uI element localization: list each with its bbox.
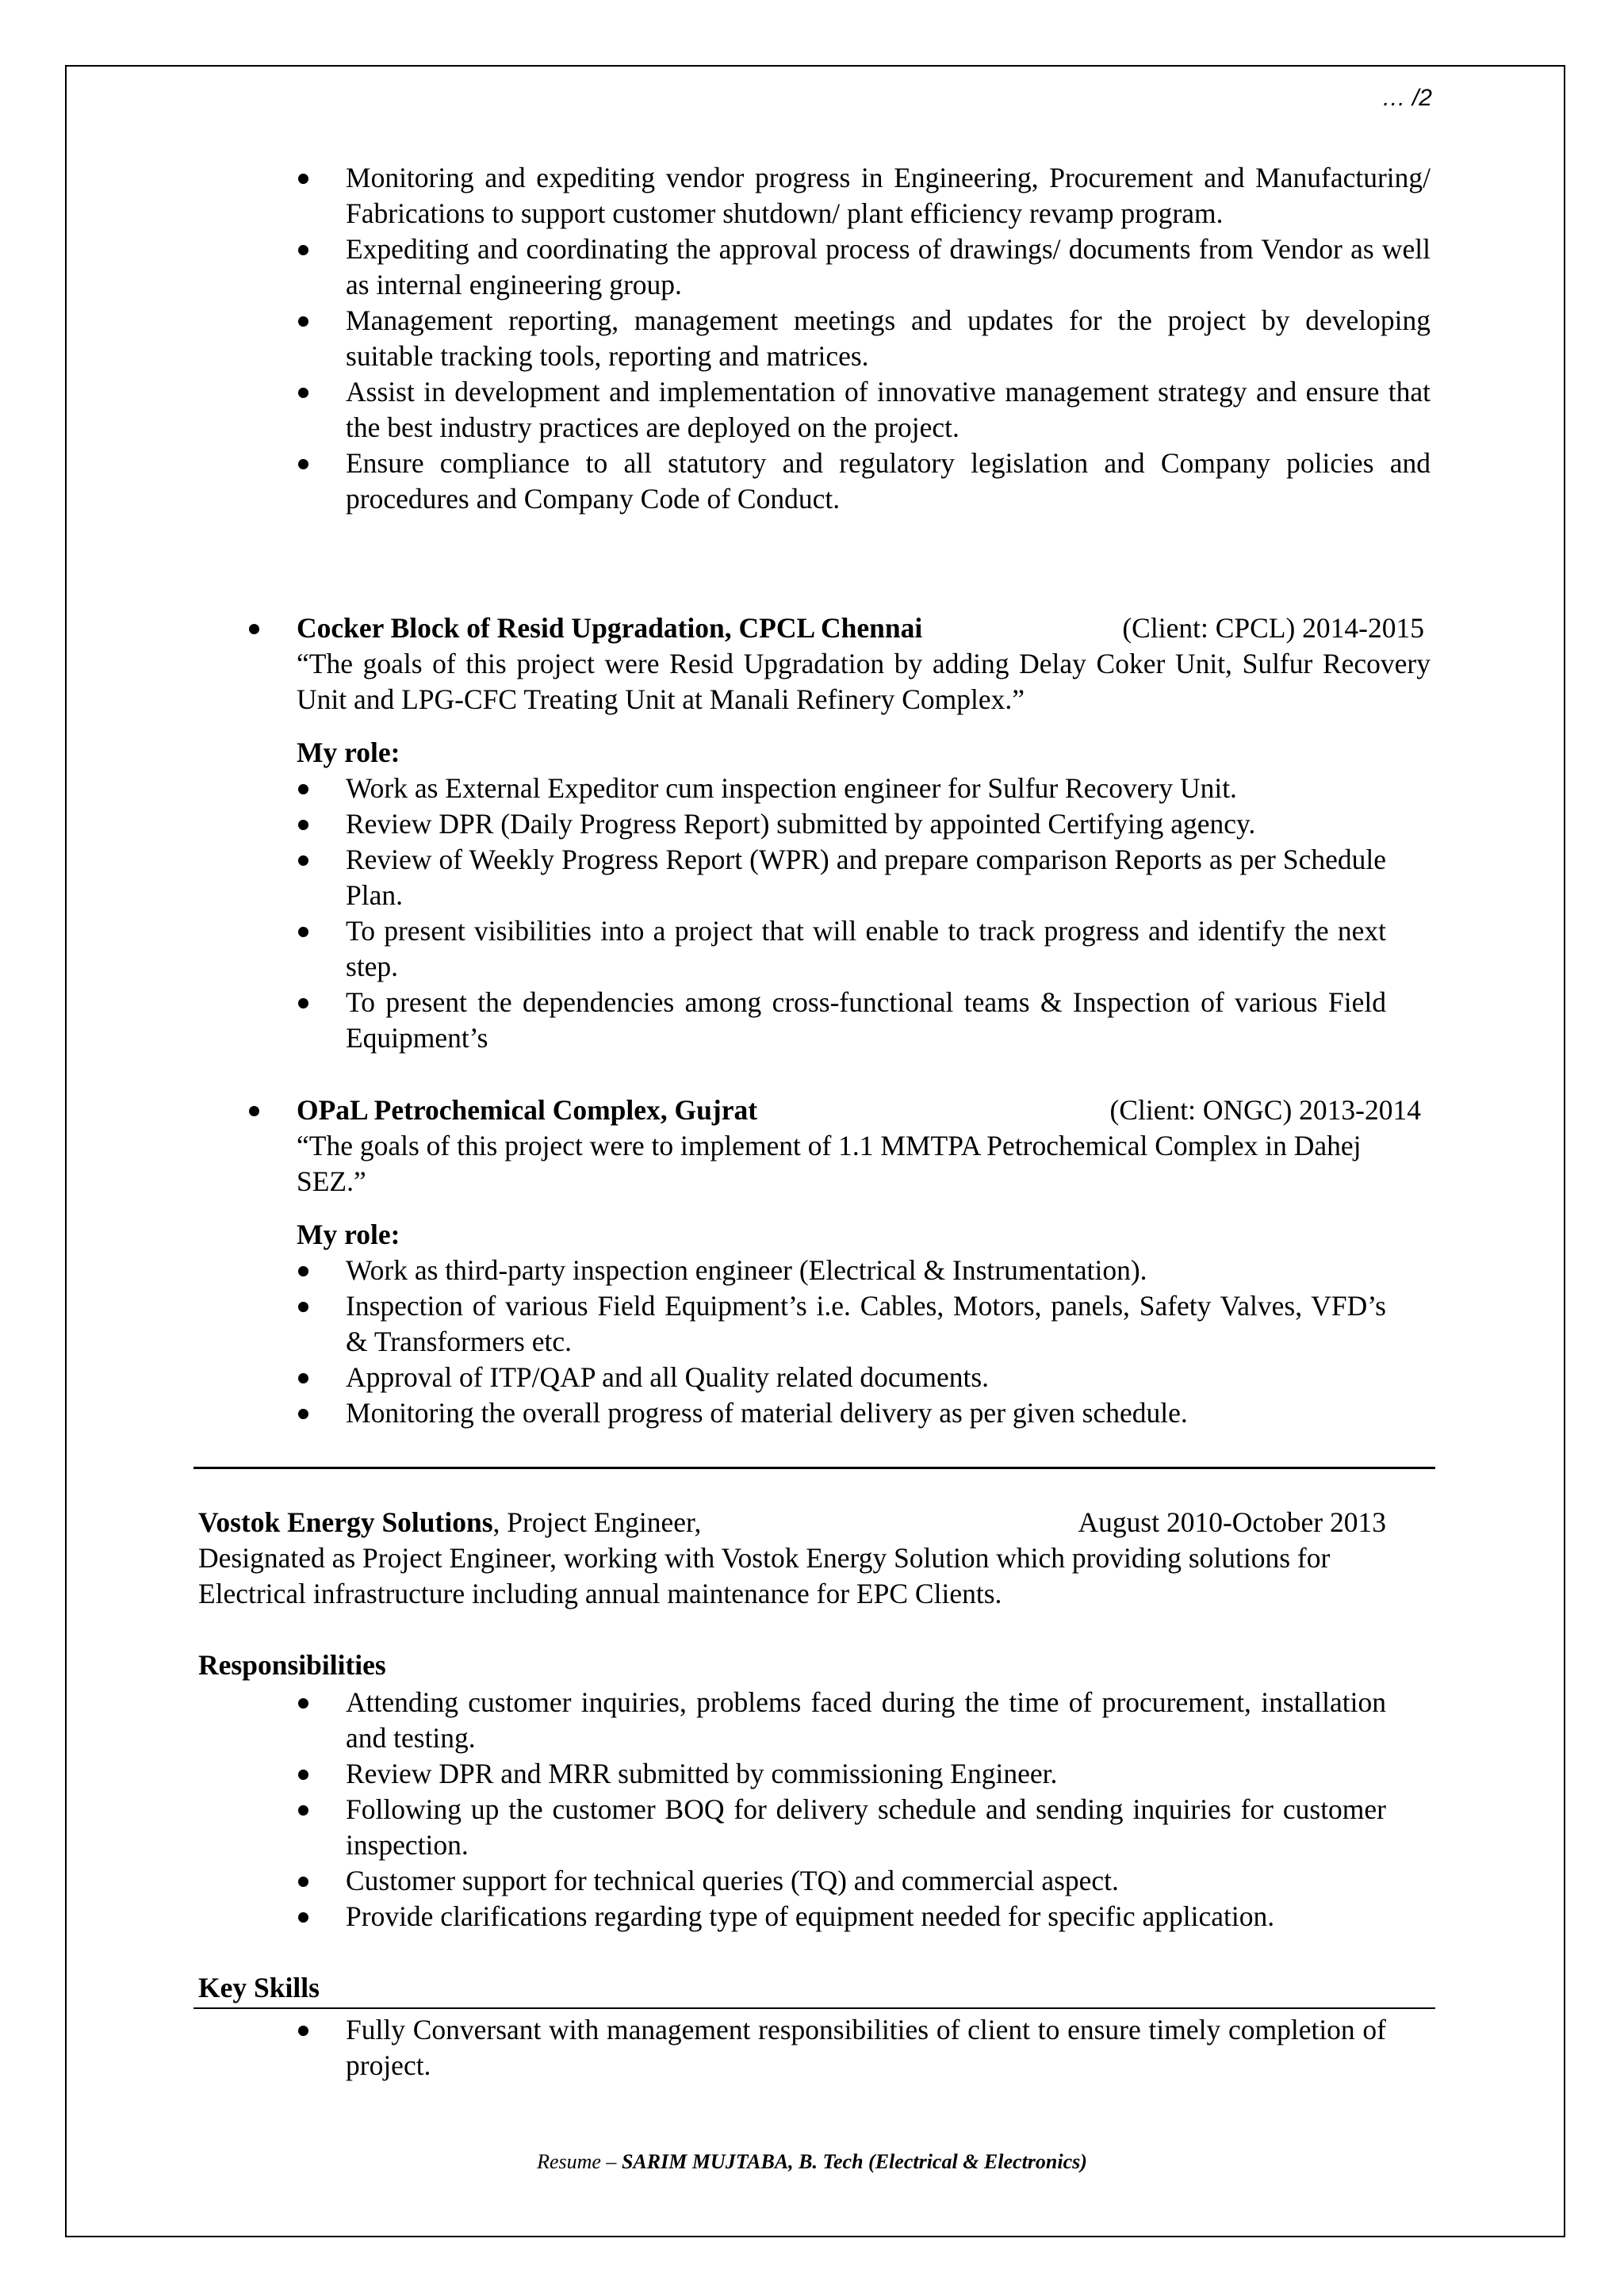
project-title: Cocker Block of Resid Upgradation, CPCL Chennai: [297, 612, 923, 644]
list-item: To present the dependencies among cross-functional teams & Inspection of various Field Equipment’s: [346, 985, 1386, 1056]
list-item: Following up the customer BOQ for delivery schedule and sending inquiries for customer inspection.: [346, 1792, 1386, 1863]
project-opal-role-list: [346, 1253, 1386, 1431]
section-divider: [193, 1467, 1435, 1469]
list-item: Provide clarifications regarding type of equipment needed for specific application.: [346, 1899, 1386, 1934]
job-position: , Project Engineer,: [492, 1506, 702, 1538]
list-item: Review DPR (Daily Progress Report) submitted by appointed Certifying agency.: [346, 806, 1386, 842]
footer-name: SARIM MUJTABA, B. Tech (Electrical & Electronics): [621, 2150, 1087, 2173]
project-client: (Client: ONGC) 2013-2014: [1109, 1094, 1421, 1126]
responsibilities-list: [346, 1685, 1386, 1934]
project-bullet: [249, 1106, 259, 1116]
page-number: … /2: [1381, 85, 1432, 111]
job-dates: August 2010-October 2013: [1078, 1506, 1386, 1538]
list-item: Inspection of various Field Equipment’s i.e. Cables, Motors, panels, Safety Valves, VFD’s & Transformers etc.: [346, 1288, 1386, 1360]
list-item: Review of Weekly Progress Report (WPR) and prepare comparison Reports as per Schedule Plan.: [346, 842, 1386, 913]
project-description: “The goals of this project were to implement of 1.1 MMTPA Petrochemical Complex in Dahej SEZ.”: [297, 1130, 1362, 1197]
project-client: (Client: CPCL) 2014-2015: [1122, 612, 1424, 644]
company-name: Vostok Energy Solutions: [198, 1506, 493, 1538]
list-item: Attending customer inquiries, problems faced during the time of procurement, installation and testing.: [346, 1685, 1386, 1756]
list-item: Approval of ITP/QAP and all Quality related documents.: [346, 1360, 1386, 1395]
footer-prefix: Resume –: [537, 2150, 622, 2173]
project-bullet: [249, 624, 259, 634]
list-item: Ensure compliance to all statutory and regulatory legislation and Company policies and procedures and Company Code of Conduct.: [346, 446, 1431, 517]
list-item: To present visibilities into a project that will enable to track progress and identify the next step.: [346, 913, 1386, 985]
role-label: My role:: [297, 737, 400, 768]
page-footer: [0, 2149, 1624, 2175]
job-section: [198, 1505, 1386, 1683]
list-item: Work as third-party inspection engineer (Electrical & Instrumentation).: [346, 1253, 1386, 1288]
key-skills-heading: Key Skills: [198, 1972, 320, 2003]
list-item: Management reporting, management meetings and updates for the project by developing suitable tracking tools, reporting and matrices.: [346, 303, 1431, 374]
list-item: Review DPR and MRR submitted by commissioning Engineer.: [346, 1756, 1386, 1792]
project-cpcl-role-list: [346, 771, 1386, 1056]
list-item: Monitoring the overall progress of material delivery as per given schedule.: [346, 1395, 1386, 1431]
project-description: “The goals of this project were Resid Upgradation by adding Delay Coker Unit, Sulfur Recovery Unit and LPG-CFC Treating Unit at Manali Refinery Complex.”: [297, 648, 1431, 715]
list-item: Work as External Expeditor cum inspection engineer for Sulfur Recovery Unit.: [346, 771, 1386, 806]
project-opal: [297, 1093, 1431, 1253]
project-title: OPaL Petrochemical Complex, Gujrat: [297, 1094, 758, 1126]
key-skills-underline: [193, 2007, 1435, 2009]
list-item: Fully Conversant with management responsibilities of client to ensure timely completion of project.: [346, 2012, 1386, 2084]
list-item: Monitoring and expediting vendor progress in Engineering, Procurement and Manufacturing/ Fabrications to support customer shutdown/ plant efficiency revamp program.: [346, 160, 1431, 232]
list-item: Customer support for technical queries (TQ) and commercial aspect.: [346, 1863, 1386, 1899]
intro-bullet-list: [346, 160, 1431, 517]
responsibilities-heading: Responsibilities: [198, 1649, 386, 1681]
project-cpcl: [297, 610, 1431, 771]
list-item: Expediting and coordinating the approval process of drawings/ documents from Vendor as well as internal engineering group.: [346, 232, 1431, 303]
role-label: My role:: [297, 1219, 400, 1250]
project-header: [297, 610, 1424, 646]
project-header: [297, 1093, 1421, 1128]
job-header: [198, 1505, 1386, 1540]
list-item: Assist in development and implementation of innovative management strategy and ensure that the best industry practices are deployed on the project.: [346, 374, 1431, 446]
key-skills-list: [346, 2012, 1386, 2084]
job-description: Designated as Project Engineer, working with Vostok Energy Solution which providing solutions for Electrical infrastructure including annual maintenance for EPC Clients.: [198, 1542, 1331, 1609]
